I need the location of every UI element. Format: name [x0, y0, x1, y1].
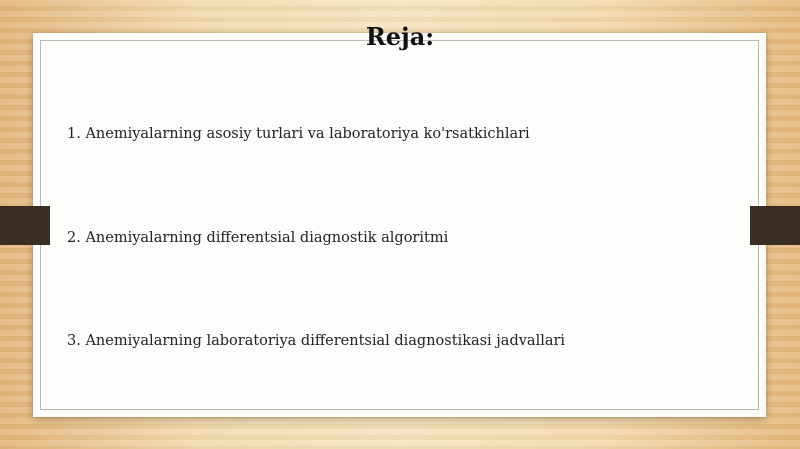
slide-title: Reja: [365, 22, 435, 51]
plan-item-1: 1. Anemiyalarning asosiy turlari va laboratoriya ko'rsatkichlari [67, 126, 530, 142]
plan-item-2: 2. Anemiyalarning differentsial diagnostik algoritmi [67, 230, 449, 246]
slide-frame-border [40, 40, 759, 410]
left-tab-decoration [0, 206, 50, 245]
slide-paper [33, 33, 766, 417]
right-tab-decoration [750, 206, 800, 245]
plan-item-3: 3. Anemiyalarning laboratoriya differentsial diagnostikasi jadvallari [67, 333, 566, 349]
